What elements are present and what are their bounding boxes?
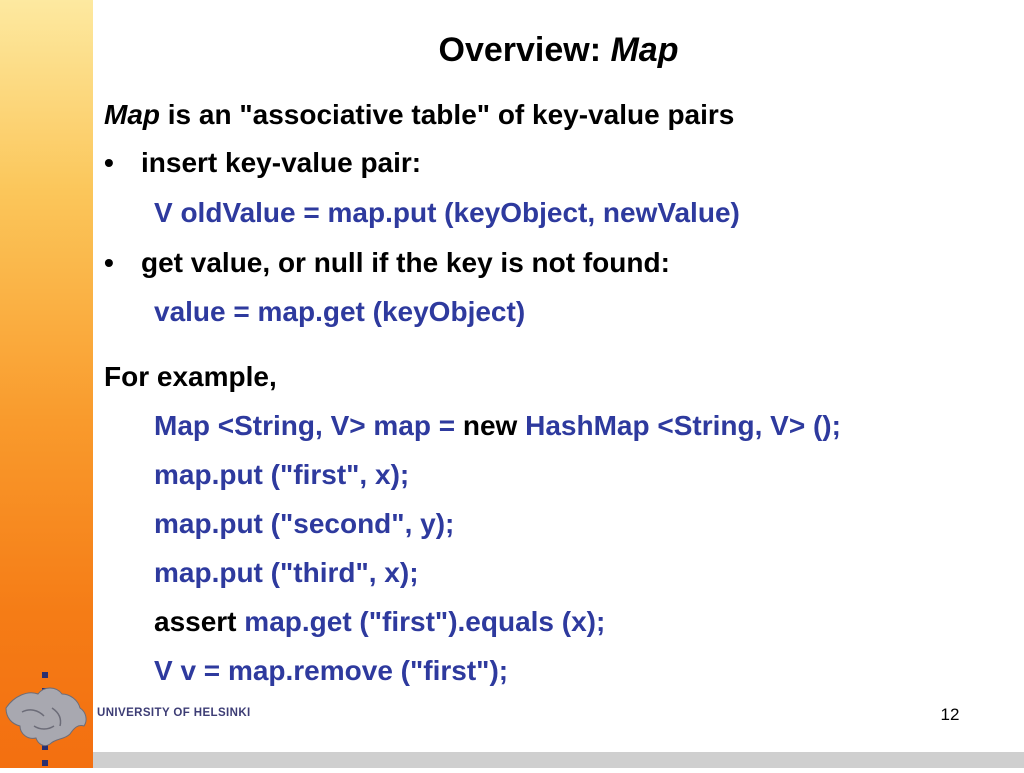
page-number: 12 xyxy=(940,705,960,724)
example-line-5 xyxy=(154,605,605,639)
example-line-4: map.put ("third", x); xyxy=(154,557,419,588)
example-line-1-a: Map <String, V> map = xyxy=(154,410,463,441)
bottom-gray-strip xyxy=(93,752,1024,768)
example-line-1-keyword: new xyxy=(462,410,518,441)
code-line-get: value = map.get (keyObject) xyxy=(154,296,526,327)
orange-sidebar xyxy=(0,0,93,768)
example-line-1 xyxy=(154,409,841,443)
intro-line xyxy=(104,98,734,132)
title-emphasis: Map xyxy=(610,31,679,69)
example-line-3: map.put ("second", y); xyxy=(154,508,455,539)
bullet-marker-2: • xyxy=(104,247,114,278)
example-line-2: map.put ("first", x); xyxy=(154,459,410,490)
bullet-marker-1: • xyxy=(104,147,114,178)
example-heading: For example, xyxy=(104,361,277,392)
intro-text: is an "associative table" of key-value pairs xyxy=(160,99,735,130)
intro-emphasis: Map xyxy=(104,99,160,130)
slide-title xyxy=(93,28,1024,72)
code-line-put: V oldValue = map.put (keyObject, newValue) xyxy=(154,197,740,228)
bullet-text-2: get value, or null if the key is not found: xyxy=(141,247,670,278)
title-prefix: Overview: xyxy=(438,31,611,69)
bullet-text-1: insert key-value pair: xyxy=(141,147,422,178)
example-line-5-b: map.get ("first").equals (x); xyxy=(236,606,606,637)
example-line-6: V v = map.remove ("first"); xyxy=(154,655,509,686)
university-name: UNIVERSITY OF HELSINKI xyxy=(97,707,251,719)
example-line-1-b: HashMap <String, V> (); xyxy=(517,410,841,441)
example-line-5-keyword: assert xyxy=(154,606,237,637)
university-lion-logo-icon xyxy=(0,664,93,768)
